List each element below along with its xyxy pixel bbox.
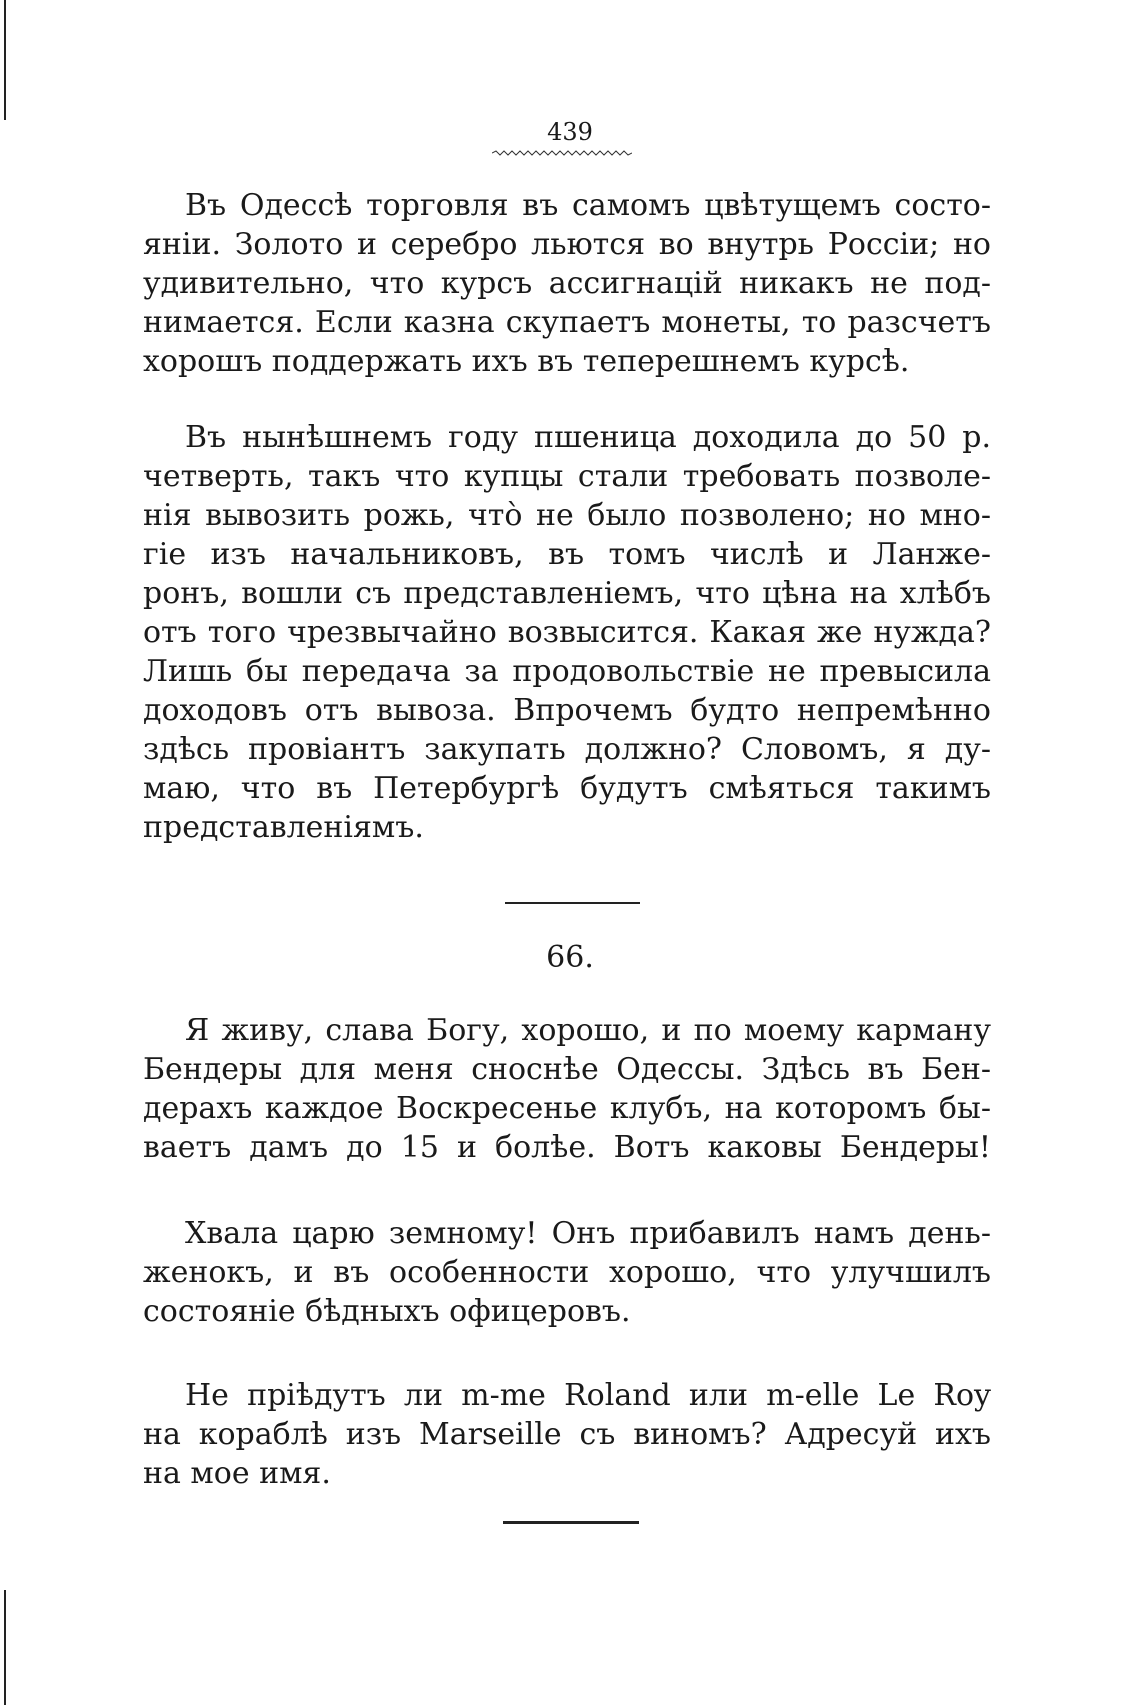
text-line: Въ нынѣшнемъ году пшеница доходила до 50 р. [185,420,991,455]
text-line: женокъ, и въ особенности хорошо, что улучшилъ [143,1255,991,1290]
end-divider [503,1521,639,1524]
scan-margin-line-bottom [4,1590,6,1705]
letter-number: 66. [546,940,594,975]
text-line: на мое имя. [143,1456,331,1491]
text-line: отъ того чрезвычайно возвысится. Какая же нужда? [143,615,991,650]
page-number-ornament [492,150,632,156]
paragraph-bendery-life [143,1011,991,1167]
text-line: маю, что въ Петербургѣ будутъ смѣяться такимъ [143,771,991,806]
text-line: Я живу, слава Богу, хорошо, и по моему карману [185,1013,991,1048]
text-line: Не пріѣдутъ ли m-me Roland или m-elle Le Roy [185,1378,991,1413]
paragraph-marseille-wine [143,1376,991,1493]
text-line: Бендеры для меня сноснѣе Одессы. Здѣсь въ Бен- [143,1052,991,1087]
text-line: на кораблѣ изъ Marseille съ виномъ? Адресуй ихъ [143,1417,991,1452]
text-line: четверть, такъ что купцы стали требовать позволе- [143,459,991,494]
text-line: нія вывозить рожь, что̀ не было позволено; но мно- [143,498,991,533]
paragraph-odessa-trade [143,186,991,381]
text-line: Въ Одессѣ торговля въ самомъ цвѣтущемъ состо- [185,188,991,223]
text-line: здѣсь провіантъ закупать должно? Словомъ, я ду- [143,732,991,767]
text-line: дерахъ каждое Воскресенье клубъ, на которомъ бы- [143,1091,991,1126]
text-line: яніи. Золото и серебро льются во внутрь Россіи; но [143,227,991,262]
paragraph-wheat-prices [143,418,991,847]
text-line: представленіямъ. [143,810,424,845]
text-line: удивительно, что курсъ ассигнацій никакъ не под- [143,266,991,301]
text-line: доходовъ отъ вывоза. Впрочемъ будто непремѣнно [143,693,991,728]
text-line: хорошъ поддержать ихъ въ теперешнемъ курсѣ. [143,344,910,379]
text-line: ронъ, вошли съ представленіемъ, что цѣна на хлѣбъ [143,576,991,611]
paragraph-praise-tsar [143,1214,991,1331]
text-line: Хвала царю земному! Онъ прибавилъ намъ день- [185,1216,991,1251]
page-number: 439 [547,118,593,146]
scan-margin-line-top [4,0,6,120]
section-divider [505,902,640,904]
text-line: гіе изъ начальниковъ, въ томъ числѣ и Ланже- [143,537,991,572]
text-line: ваетъ дамъ до 15 и болѣе. Вотъ каковы Бендеры! [143,1130,991,1165]
text-line: нимается. Если казна скупаетъ монеты, то разсчетъ [143,305,991,340]
text-line: состояніе бѣдныхъ офицеровъ. [143,1294,631,1329]
text-line: Лишь бы передача за продовольствіе не превысила [143,654,991,689]
